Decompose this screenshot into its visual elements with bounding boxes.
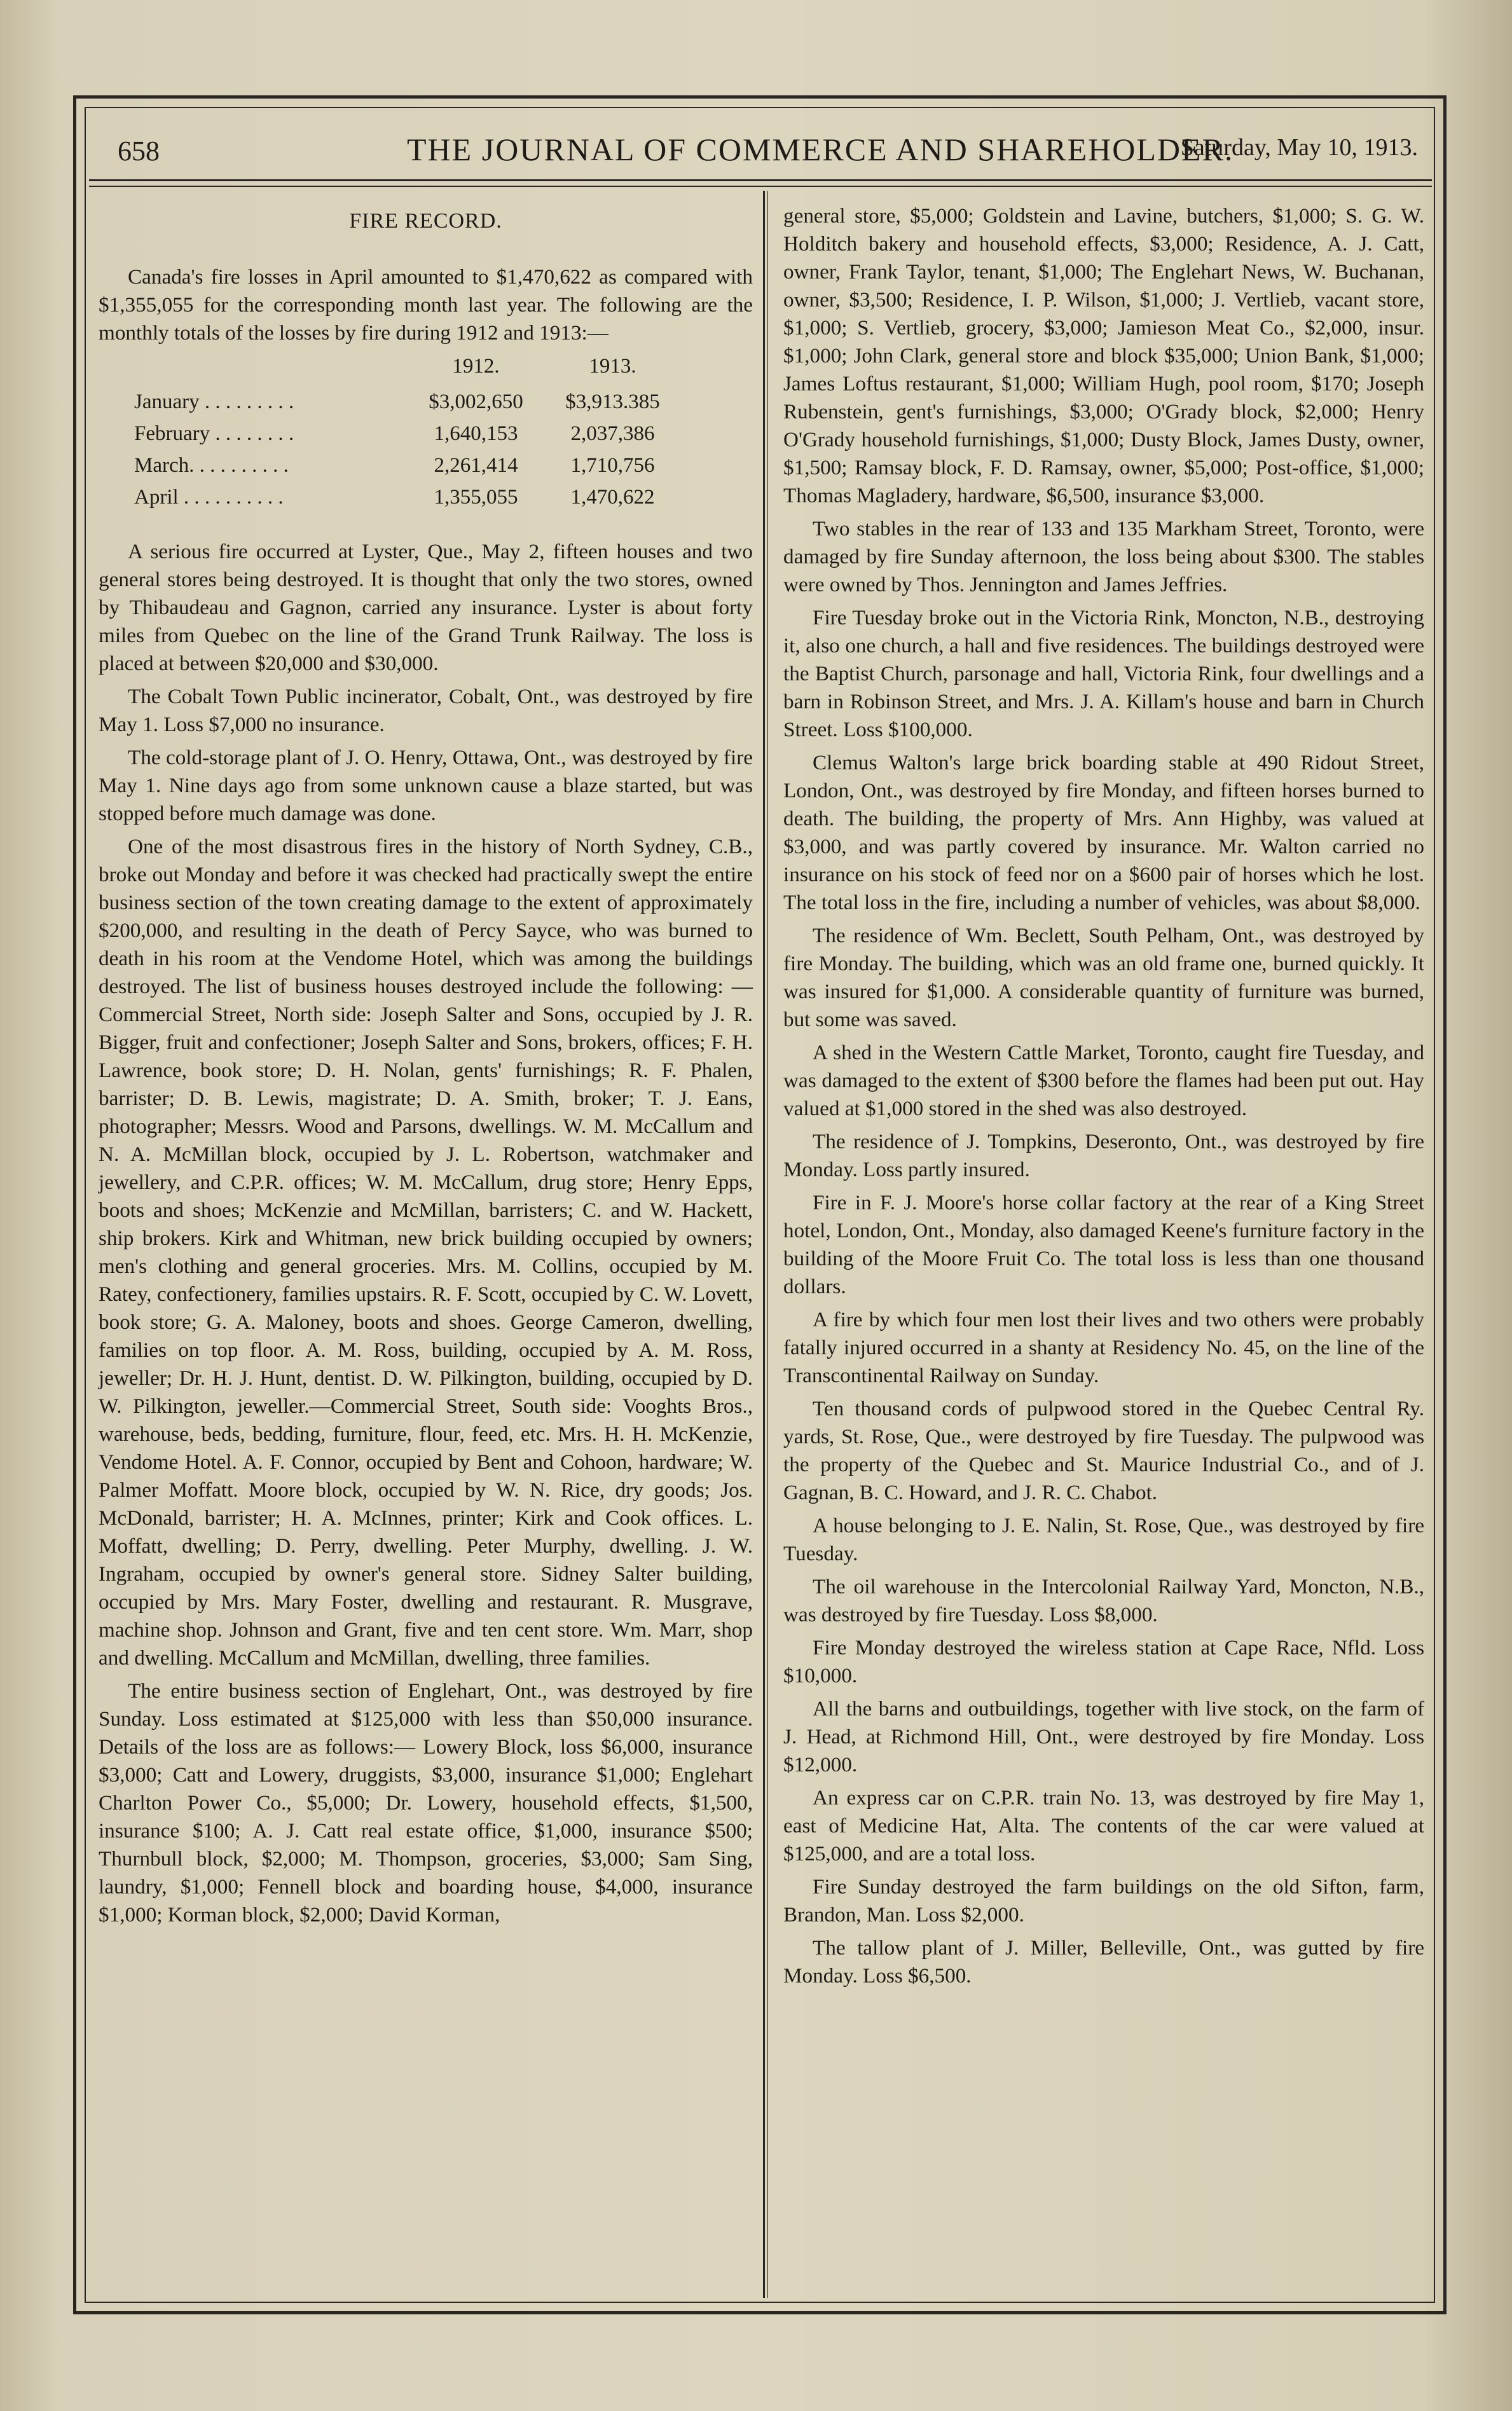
table-row [134,420,681,451]
article-paragraph: The Cobalt Town Public incinerator, Cobalt, Ont., was destroyed by fire May 1. Loss $7,000 no insurance. [99,685,753,736]
left-column [92,202,762,2294]
header-rule [89,186,1432,187]
table-cell-1913: 2,037,386 [570,422,655,445]
article-paragraph: The tallow plant of J. Miller, Belleville, Ont., was gutted by fire Monday. Loss $6,500. [783,1936,1424,1988]
table-cell-1912: 2,261,414 [434,454,518,477]
table-cell-1912: $3,002,650 [429,390,523,413]
table-row [134,483,681,515]
table-header [134,352,408,388]
table-cell-1913: 1,710,756 [570,454,655,477]
page-number: 658 [118,135,160,167]
article-paragraph-continued: general store, $5,000; Goldstein and Lavine, butchers, $1,000; S. G. W. Holditch bakery and household effects, $3,000; Residence, A. J. Catt, owner, Frank Taylor, tenant, $1,000; The Englehart News, W. Buchanan, owner, $3,500; Residence, I. P. Wilson, $1,000; J. Vertlieb, vacant store, $1,000; S. Vertlieb, grocery, $3,000; Jamieson Meat Co., $2,000, insur. $1,000; John Clark, general store and block $35,000; Union Bank, $1,000; James Loftus restaurant, $1,000; William Hugh, pool room, $170; Joseph Rubenstein, gent's furnishings, $3,000; O'Grady block, $2,000; Henry O'Grady household furnishings, $1,000; Dusty Block, James Dusty, owner, $1,500; Ramsay block, F. D. Ramsay, owner, $5,000; Post-office, $1,000; Thomas Magladery, hardware, $6,500, insurance $3,000. [783,204,1424,507]
article-paragraph: Fire Sunday destroyed the farm buildings on the old Sifton, farm, Brandon, Man. Loss $2,000. [783,1875,1424,1927]
table-cell-month: January . . . . . . . . . [134,390,294,413]
article-paragraph: An express car on C.P.R. train No. 13, was destroyed by fire May 1, east of Medicine Hat, Alta. The contents of the car were valued at $125,000, and are a total loss. [783,1786,1424,1865]
issue-date: Saturday, May 10, 1913. [1180,134,1418,161]
article-paragraph: Fire Tuesday broke out in the Victoria Rink, Moncton, N.B., destroying it, also one church, a hall and five residences. The buildings destroyed were the Baptist Church, parsonage and hall, Victoria Rink, four dwellings and a barn in Robinson Street, and Mrs. J. A. Killam's house and barn in Church Street. Loss $100,000. [783,606,1424,741]
article-paragraph: The entire business section of Englehart, Ont., was destroyed by fire Sunday. Loss estimated at $125,000 with less than $50,000 insurance. Details of the loss are as follows:— Lowery Block, loss $6,000, insurance $3,000; Catt and Lowery, druggists, $3,000, insurance $1,000; Englehart Charlton Power Co., $5,000; Dr. Lowery, household effects, $1,500, insurance $100; A. J. Catt real estate office, $1,000, insurance $500; Thurnbull block, $2,000; M. Thompson, groceries, $3,000; Sam Sing, laundry, $1,000; Fennell block and boarding house, $4,000, insurance $1,000; Korman block, $2,000; David Korman, [99,1679,753,1927]
table-cell-1912: 1,640,153 [434,422,518,445]
article-paragraph: A serious fire occurred at Lyster, Que., May 2, fifteen houses and two general stores being destroyed. It is thought that only the two stores, owned by Thibaudeau and Gagnon, carried any insurance. Lyster is about forty miles from Quebec on the line of the Grand Trunk Railway. The loss is placed at between $20,000 and $30,000. [99,540,753,675]
article-title: FIRE RECORD. [349,209,502,233]
table-cell-1913: $3,913.385 [565,390,660,413]
monthly-totals-table [134,352,681,515]
article-paragraph: A fire by which four men lost their lives and two others were probably fatally injured occurred in a shanty at Residency No. 45, on the line of the Transcontinental Railway on Sunday. [783,1308,1424,1387]
article-paragraph: The cold-storage plant of J. O. Henry, Ottawa, Ont., was destroyed by fire May 1. Nine days ago from some unknown cause a blaze started, but was stopped before much damage was done. [99,746,753,825]
table-cell-month: April . . . . . . . . . . [134,486,284,509]
column-divider [763,191,765,2298]
article-paragraph: Fire Monday destroyed the wireless station at Cape Race, Nfld. Loss $10,000. [783,1636,1424,1687]
article-paragraph: Two stables in the rear of 133 and 135 Markham Street, Toronto, were damaged by fire Sunday afternoon, the loss being about $300. The stables were owned by Thos. Jennington and James Jeffries. [783,517,1424,596]
table-cell-month: February . . . . . . . . [134,422,294,445]
article-paragraph: Ten thousand cords of pulpwood stored in the Quebec Central Ry. yards, St. Rose, Que., were destroyed by fire Tuesday. The pulpwood was the property of the Quebec and St. Maurice Industrial Co., and of J. Gagnan, B. C. Howard, and J. R. C. Chabot. [783,1397,1424,1504]
table-row [134,451,681,483]
table-header: 1913. [589,355,636,378]
article-paragraph: The oil warehouse in the Intercolonial Railway Yard, Moncton, N.B., was destroyed by fire Tuesday. Loss $8,000. [783,1575,1424,1626]
page-header [89,121,1432,181]
article-paragraph: A house belonging to J. E. Nalin, St. Rose, Que., was destroyed by fire Tuesday. [783,1514,1424,1565]
article-paragraph: The residence of J. Tompkins, Deseronto, Ont., was destroyed by fire Monday. Loss partly insured. [783,1130,1424,1181]
table-cell-1912: 1,355,055 [434,486,518,509]
article-paragraph: Fire in F. J. Moore's horse collar factory at the rear of a King Street hotel, London, Ont., Monday, also damaged Keene's furniture factory in the building of the Moore Fruit Co. The total loss is less than one thousand dollars. [783,1191,1424,1298]
intro-paragraph: Canada's fire losses in April amounted to $1,470,622 as compared with $1,355,055 for the corresponding month last year. The following are the monthly totals of the losses by fire during 1912 and 1913:— [99,265,753,345]
article-paragraph: The residence of Wm. Beclett, South Pelham, Ont., was destroyed by fire Monday. The building, which was an old frame one, burned quickly. It was insured for $1,000. A considerable quantity of furniture was burned, but some was saved. [783,924,1424,1031]
article-paragraph: A shed in the Western Cattle Market, Toronto, caught fire Tuesday, and was damaged to the extent of $300 before the flames had been put out. Hay valued at $1,000 stored in the shed was also destroyed. [783,1041,1424,1120]
right-column [777,202,1432,2294]
column-divider-thin [767,191,768,2298]
article-paragraph: All the barns and outbuildings, together with live stock, on the farm of J. Head, at Richmond Hill, Ont., were destroyed by fire Monday. Loss $12,000. [783,1697,1424,1776]
article-paragraph: One of the most disastrous fires in the history of North Sydney, C.B., broke out Monday and before it was checked had practically swept the entire business section of the town creating damage to the extent of approximately $200,000, and resulting in the death of Percy Sayce, who was burned to death in his room at the Vendome Hotel, which was among the buildings destroyed. The list of business houses destroyed include the following: — Commercial Street, North side: Joseph Salter and Sons, occupied by J. R. Bigger, fruit and confectioner; Joseph Salter and Sons, brokers, offices; F. H. Lawrence, book store; D. H. Nolan, gents' furnishings; R. F. Phalen, barrister; D. B. Lewis, magistrate; D. A. Smith, broker; T. J. Eans, photographer; Messrs. Wood and Parsons, dwellings. W. M. McCallum and N. A. McMillan block, occupied by J. L. Robertson, watchmaker and jewellery, and C.P.R. offices; W. M. McCallum, drug store; Henry Epps, boots and shoes; McKenzie and McMillan, barristers; C. and W. Hackett, ship brokers. Kirk and Whitman, new brick building occupied by owners; men's clothing and general groceries. Mrs. M. Collins, occupied by M. Ratey, confectionery, families upstairs. R. F. Scott, occupied by C. W. Lovett, book store; G. A. Maloney, boots and shoes. George Cameron, dwelling, families on top floor. A. M. Ross, building, occupied by A. M. Ross, jeweller; Dr. H. J. Hunt, dentist. D. W. Pilkington, building, occupied by D. W. Pilkington, jeweller.—Commercial Street, South side: Vooghts Bros., warehouse, beds, bedding, furniture, flour, feed, etc. Mrs. H. H. McKenzie, Vendome Hotel. A. F. Connor, occupied by Bent and Cohoon, hardware; W. Palmer Moffatt. Moore block, occupied by W. N. Rice, dry goods; Jos. McDonald, barrister; H. A. McInnes, printer; Kirk and Cook offices. L. Moffatt, dwelling; D. Perry, dwelling. Peter Murphy, dwelling. J. W. Ingraham, occupied by owner's general store. Sidney Salter building, occupied by Mrs. Mary Foster, dwelling and restaurant. R. Musgrave, machine shop. Johnson and Grant, five and ten cent store. Wm. Marr, shop and dwelling. McCallum and McMillan, dwelling, three families. [99,835,753,1670]
table-cell-month: March. . . . . . . . . . [134,454,289,477]
table-header-row [134,352,681,388]
journal-title: THE JOURNAL OF COMMERCE AND SHAREHOLDER. [407,132,1234,167]
article-paragraph: Clemus Walton's large brick boarding stable at 490 Ridout Street, London, Ont., was destroyed by fire Monday, and fifteen horses burned to death. The building, the property of Mrs. Ann Highby, was valued at $3,000, and was partly covered by insurance. Mr. Walton carried no insurance on his stock of feed nor on a $600 pair of horses which he lost. The total loss in the fire, including a number of vehicles, was about $8,000. [783,751,1424,914]
table-header: 1912. [452,355,500,378]
table-row [134,388,681,420]
table-cell-1913: 1,470,622 [570,486,655,509]
